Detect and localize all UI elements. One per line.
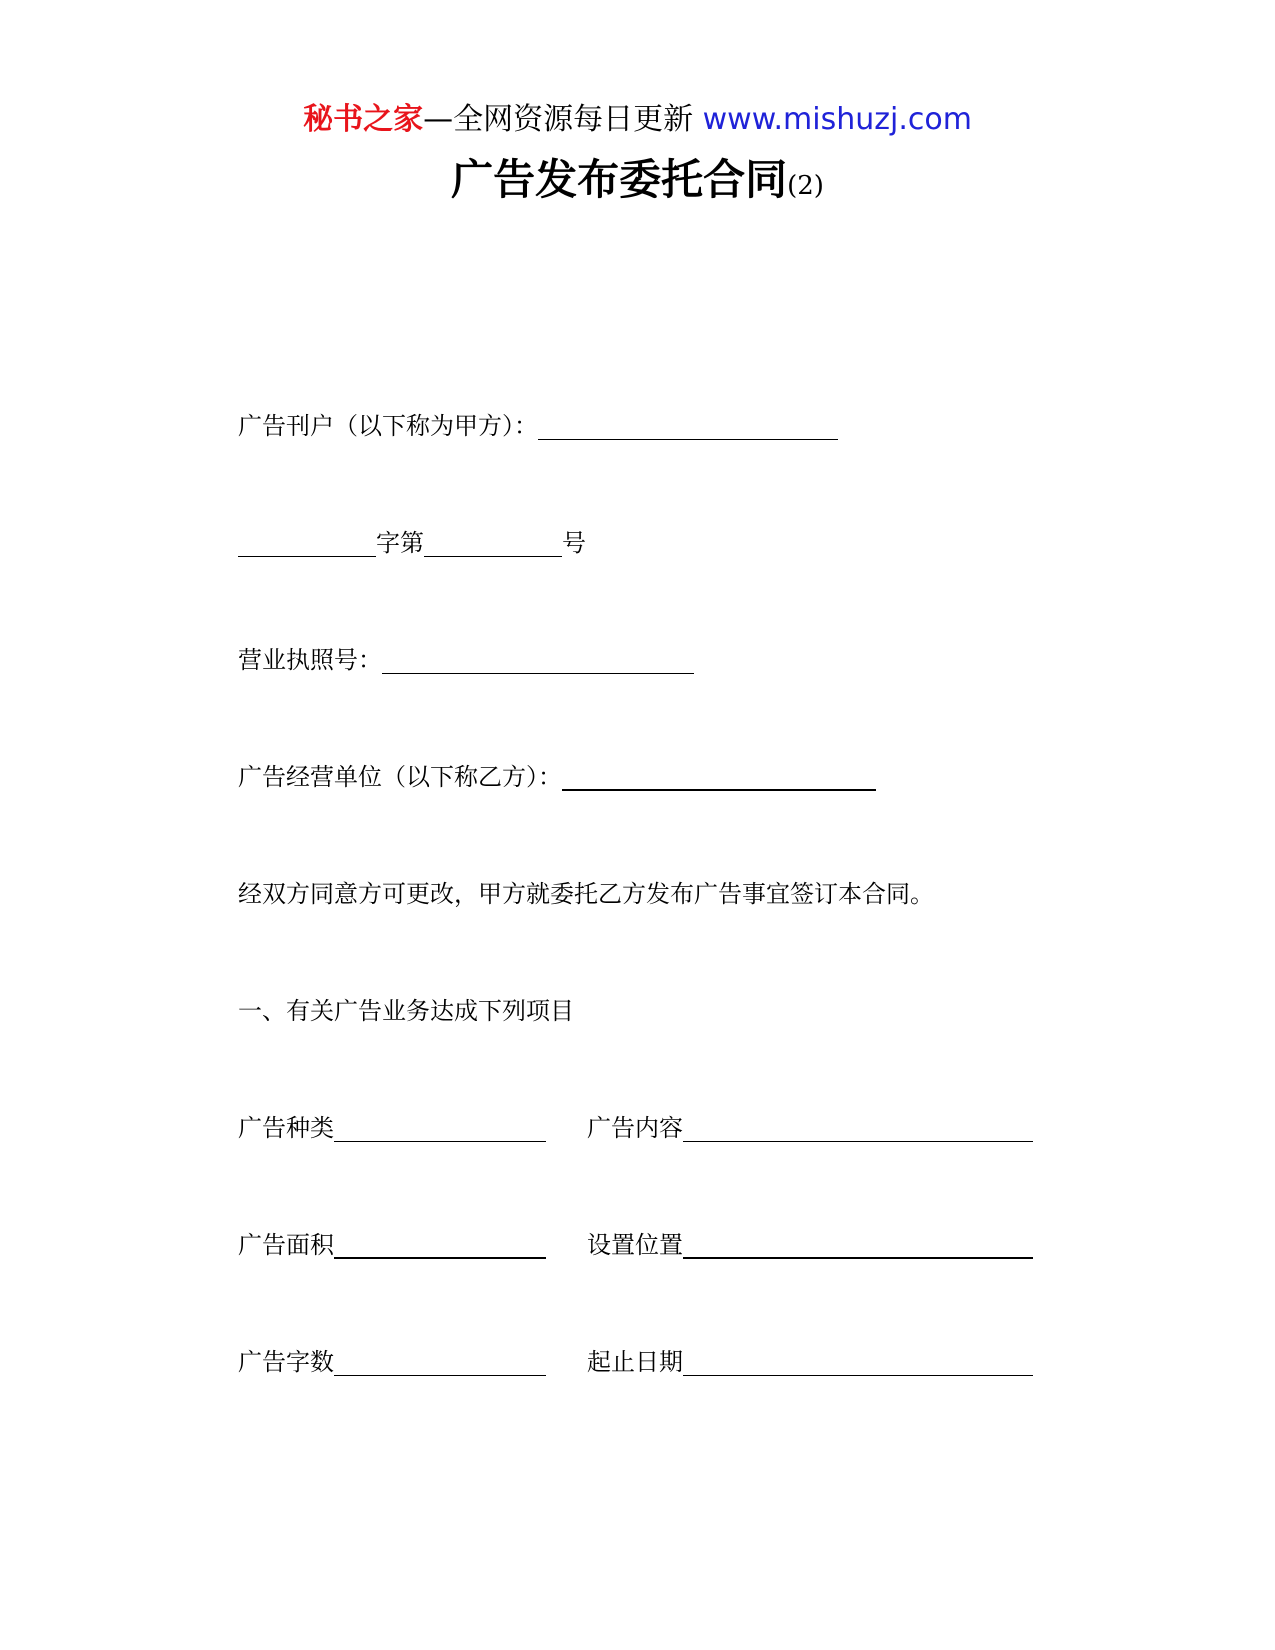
ad-content-blank[interactable] [683, 1115, 1033, 1142]
ad-word-count-line [238, 1346, 546, 1378]
doc-number-blank[interactable] [424, 530, 562, 557]
doc-number-label: 号 [562, 529, 586, 557]
document-title-suffix: (2) [787, 171, 824, 201]
license-line [238, 644, 694, 676]
ad-type-line [238, 1112, 546, 1144]
operator-line [238, 761, 876, 793]
publisher-label: 广告刊户（以下称为甲方）： [238, 412, 538, 440]
doc-char-label: 字第 [376, 529, 424, 557]
document-number-line [238, 527, 586, 559]
position-label: 设置位置 [587, 1231, 683, 1259]
publisher-blank[interactable] [538, 413, 838, 440]
ad-area-label: 广告面积 [238, 1231, 334, 1259]
period-label: 起止日期 [587, 1348, 683, 1376]
document-title [0, 150, 1275, 219]
ad-word-count-blank[interactable] [334, 1349, 546, 1376]
agreement-line [238, 878, 934, 910]
ad-content-line [587, 1112, 1033, 1144]
ad-type-blank[interactable] [334, 1115, 546, 1142]
site-header [0, 100, 1275, 140]
period-line [587, 1346, 1033, 1378]
period-blank[interactable] [683, 1349, 1033, 1376]
document-title-main: 广告发布委托合同 [451, 155, 788, 204]
site-url-link[interactable]: www.mishuzj.com [702, 102, 972, 137]
license-blank[interactable] [382, 647, 694, 674]
license-label: 营业执照号： [238, 646, 382, 674]
ad-content-label: 广告内容 [587, 1114, 683, 1142]
publisher-line [238, 410, 838, 442]
operator-blank[interactable] [562, 763, 876, 791]
agreement-text: 经双方同意方可更改，甲方就委托乙方发布广告事宜签订本合同。 [238, 880, 934, 908]
site-slogan: —全网资源每日更新 [423, 102, 694, 137]
ad-area-line [238, 1229, 546, 1261]
site-brand: 秘书之家 [303, 102, 424, 137]
ad-word-count-label: 广告字数 [238, 1348, 334, 1376]
ad-area-blank[interactable] [334, 1231, 546, 1259]
position-blank[interactable] [683, 1231, 1033, 1259]
doc-char-blank[interactable] [238, 530, 376, 557]
section-one-heading: 一、有关广告业务达成下列项目 [238, 997, 574, 1025]
section-one-heading-line [238, 995, 574, 1027]
position-line [587, 1229, 1033, 1261]
operator-label: 广告经营单位（以下称乙方）： [238, 763, 562, 791]
ad-type-label: 广告种类 [238, 1114, 334, 1142]
